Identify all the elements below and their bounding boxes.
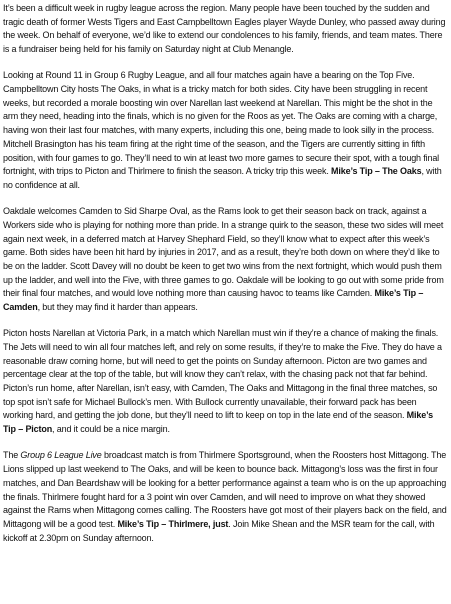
- tip-camden: Mike’s Tip – Camden: [3, 288, 424, 313]
- oaks-tip-note: , with no confidence at all.: [3, 166, 442, 190]
- broadcast-intro: The: [3, 450, 21, 461]
- tip-thirlmere: Mike’s Tip – Thirlmere, just: [117, 518, 229, 529]
- camden-match-text: Oakdale welcomes Camden to Sid Sharpe Oval, as the Rams look to get their season back on track, against a Workers side who is playing for nothing more than pride. In a strange quirk to the season, these two sides will meet again next week, in a deferred match at Harvey Shephard Field, so they’ll know what to expect after this week’s game. Both sides have been hit hard by injuries in 2017, and as a result, they’re both down on where they’d like to be on the ladder. Scott Davey will no doubt be keen to get two wins from the next fortnight, which would push them up the ladder, and well into the Five, with three games to go. Oakdale will be looking to go out with some pride from their final four matches, and would love nothing more than causing havoc to teams like Camden.: [3, 206, 444, 299]
- picton-match-paragraph: [3, 327, 448, 437]
- oaks-match-paragraph: [3, 69, 448, 192]
- oaks-match-text: Looking at Round 11 in Group 6 Rugby League, and all four matches again have a bearing on the Top Five. Campbelltown City hosts The Oaks, in what is a tricky match for both sides. City have been struggling in recent weeks, but recorded a morale boosting win over Narellan last weekend at Narellan. This might be the shot in the arm they need, heading into the finals, which is no given for the Roos as yet. The Oaks are coming with a charge, having won their last four matches, with many experts, including this one, being made to look silly in the process. Mitchell Brasington has his team firing at the right time of the season, and the Tigers are currently sitting in fifth position, with four games to go. They’ll need to win at least two more games to secure their spot, with a tough final fortnight, with trips to Picton and Thirlmere to finish the season. A tricky trip this week.: [3, 70, 440, 177]
- camden-tip-note: , but they may find it harder than appears.: [37, 302, 198, 313]
- thirlmere-match-text: broadcast match is from Thirlmere Sportsground, when the Roosters host Mittagong. The Lions slipped up last weekend to The Oaks, and will be keen to bounce back. Mittagong’s loss was the first in four matches, and Dan Beardshaw will be looking for a better performance against a team who is on the up approaching the finals. Thirlmere fought hard for a 3 point win over Camden, and will need to improve on what they showed against the Rams when Mittagong comes calling. The Roosters have got most of their players back on the field, and Mittagong will be a good test.: [3, 450, 447, 529]
- intro-text: It’s been a difficult week in rugby league across the region. Many people have been touched by the sudden and tragic death of former Wests Tigers and East Campbelltown Eagles player Wayde Dunley, who passed away during the week. On behalf of everyone, we’d like to extend our condolences to his family, friends, and team mates. There is a fundraiser being held for his family on Saturday night at Club Menangle.: [3, 3, 446, 55]
- intro-paragraph: [3, 2, 448, 57]
- camden-match-paragraph: [3, 205, 448, 315]
- show-title: Group 6 League Live: [20, 450, 102, 461]
- thirlmere-tip-note: . Join Mike Shean and the MSR team for the call, with kickoff at 2.30pm on Sunday afternoon.: [3, 518, 435, 543]
- tip-the-oaks: Mike’s Tip – The Oaks: [331, 166, 422, 177]
- thirlmere-match-paragraph: [3, 449, 448, 545]
- picton-tip-note: , and it could be a nice margin.: [52, 424, 170, 435]
- picton-match-text: Picton hosts Narellan at Victoria Park, in a match which Narellan must win if they’re a chance of making the finals. The Jets will need to win all four matches left, and rely on some results, if they’re to make the Five. They do have a reasonable draw coming home, but will need to get the points on Sunday afternoon. Picton are two games and percentage clear at the top of the table, but will know they can’t relax, with the chasing pack not that far behind. Picton’s run home, after Narellan, isn’t easy, with Camden, The Oaks and Mittagong in the final three matches, so top spot isn’t safe for Michael Bullock’s men. With Bullock currently unavailable, their forward pack has been working hard, and getting the job done, but they’ll need to lift to keep on top in the late end of the season.: [3, 328, 442, 421]
- tip-picton: Mike’s Tip – Picton: [3, 410, 433, 435]
